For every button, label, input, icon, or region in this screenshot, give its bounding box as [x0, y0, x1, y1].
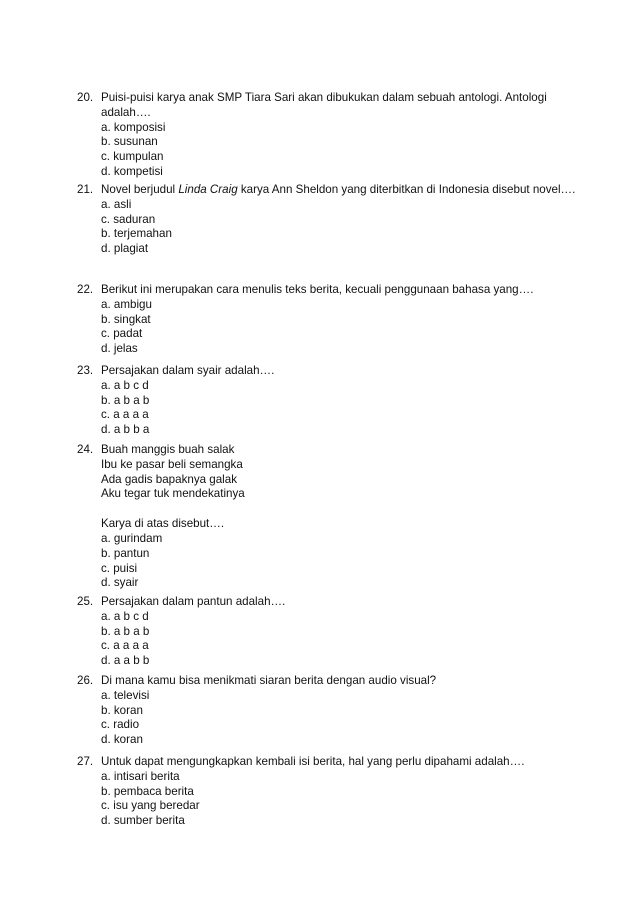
novel-title: Linda Craig [178, 183, 238, 196]
question-25 [77, 595, 577, 669]
option-b: b. pembaca berita [101, 784, 194, 798]
option-d: d. syair [101, 576, 139, 590]
question-text: Berikut ini merupakan cara menulis teks berita, kecuali penggunaan bahasa yang…. [101, 283, 534, 296]
option-c: c. radio [101, 718, 140, 732]
option-a: a. intisari berita [101, 769, 180, 783]
option-b: b. pantun [101, 546, 150, 560]
question-number: 27. [77, 755, 94, 768]
question-24 [77, 443, 577, 591]
option-c: c. padat [101, 327, 143, 341]
question-22 [77, 283, 577, 357]
option-a: a. televisi [101, 688, 150, 702]
question-text: Persajakan dalam pantun adalah…. [101, 595, 286, 608]
question-text: Untuk dapat mengungkapkan kembali isi berita, hal yang perlu dipahami adalah…. [101, 755, 525, 768]
option-a: a. ambigu [101, 297, 152, 311]
option-d: d. jelas [101, 342, 138, 356]
option-c: c. a a a a [101, 408, 149, 422]
question-number: 23. [77, 364, 94, 377]
option-a: a. komposisi [101, 120, 166, 134]
question-text: Puisi-puisi karya anak SMP Tiara Sari akan dibukukan dalam sebuah antologi. Antologi adalah…. [101, 91, 547, 119]
question-number: 20. [77, 91, 94, 104]
option-c: c. puisi [101, 561, 138, 575]
option-c: c. saduran [101, 212, 156, 226]
option-a: a. gurindam [101, 531, 163, 545]
option-d: d. plagiat [101, 242, 149, 256]
poem-line-2: Ibu ke pasar beli semangka [101, 457, 243, 471]
question-number: 26. [77, 674, 94, 687]
option-b: b. koran [101, 703, 143, 717]
question-number: 24. [77, 443, 94, 456]
option-d: d. kompetisi [101, 164, 163, 178]
option-a: a. asli [101, 197, 132, 211]
option-d: d. a b b a [101, 423, 150, 437]
option-b: b. susunan [101, 135, 158, 149]
option-c: c. a a a a [101, 639, 149, 653]
option-d: d. a a b b [101, 654, 150, 668]
question-21 [77, 183, 577, 257]
option-d: d. sumber berita [101, 814, 185, 828]
option-b: b. singkat [101, 312, 151, 326]
question-text: Persajakan dalam syair adalah…. [101, 364, 275, 377]
option-d: d. koran [101, 733, 143, 747]
option-b: b. a b a b [101, 393, 150, 407]
poem-line-4: Aku tegar tuk mendekatinya [101, 487, 245, 501]
option-a: a. a b c d [101, 378, 149, 392]
poem-line-3: Ada gadis bapaknya galak [101, 472, 238, 486]
question-20 [77, 91, 577, 180]
option-b: b. terjemahan [101, 227, 172, 241]
question-text: Di mana kamu bisa menikmati siaran berita dengan audio visual? [101, 674, 437, 687]
question-text: Novel berjudul Linda Craig karya Ann Sheldon yang diterbitkan di Indonesia disebut novel…. [101, 183, 576, 196]
option-a: a. a b c d [101, 609, 149, 623]
question-26 [77, 674, 577, 748]
question-text: Karya di atas disebut…. [101, 517, 225, 531]
option-b: b. a b a b [101, 624, 150, 638]
poem-line-1: Buah manggis buah salak [101, 443, 235, 456]
question-23 [77, 364, 577, 438]
option-c: c. isu yang beredar [101, 799, 200, 813]
question-number: 25. [77, 595, 94, 608]
question-27 [77, 755, 577, 829]
question-number: 21. [77, 183, 94, 196]
option-c: c. kumpulan [101, 150, 164, 164]
question-number: 22. [77, 283, 94, 296]
